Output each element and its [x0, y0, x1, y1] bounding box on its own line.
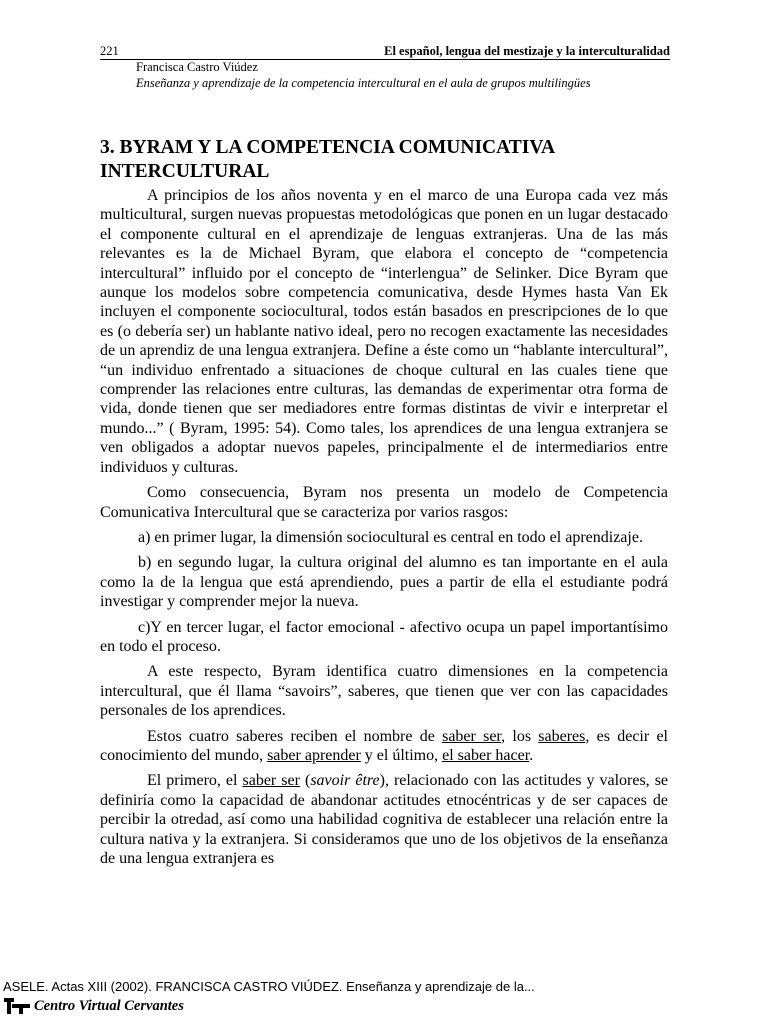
text-run: , los — [501, 727, 539, 745]
text-run: y el último, — [360, 746, 443, 764]
underlined-term: saber ser — [442, 727, 502, 745]
underlined-term: saber aprender — [267, 746, 361, 764]
paragraph: A este respecto, Byram identifica cuatro dimensiones en la competencia intercultural, que él llama “savoirs”, saberes, que tienen que ver con las capacidades personales de los aprendices. — [100, 663, 668, 720]
list-item: b) en segundo lugar, la cultura original del alumno es tan importante en el aula como la de la lengua que está aprendiendo, pues a partir de ella el estudiante podrá investigar y comprender mejor la nueva. — [100, 554, 668, 611]
list-item: a) en primer lugar, la dimensión sociocultural es central en todo el aprendizaje. — [138, 528, 643, 546]
text-run: El primero, el — [147, 772, 243, 790]
page-body — [100, 136, 668, 868]
text-run: ( — [299, 772, 311, 790]
text-run: Estos cuatro saberes reciben el nombre de — [147, 727, 443, 745]
footer-citation: ASELE. Actas XIII (2002). FRANCISCA CASTRO VIÚDEZ. Enseñanza y aprendizaje de la... — [3, 979, 535, 994]
page-number: 221 — [100, 44, 119, 58]
italic-term: savoir être — [310, 772, 380, 790]
text-run: , es decir el conocimiento del mundo, — [100, 727, 668, 764]
underlined-term: el saber hacer — [442, 746, 530, 764]
underlined-term: saberes — [538, 727, 586, 745]
footer-logo[interactable] — [3, 996, 184, 1016]
running-title: El español, lengua del mestizaje y la interculturalidad — [384, 44, 670, 58]
article-title: Enseñanza y aprendizaje de la competencia intercultural en el aula de grupos multilingües — [136, 76, 591, 90]
author-name: Francisca Castro Viúdez — [136, 60, 258, 74]
text-run: . — [529, 746, 534, 764]
section-heading-line2: INTERCULTURAL — [100, 161, 270, 182]
paragraph: A principios de los años noventa y en el marco de una Europa cada vez más multicultural, surgen nuevas propuestas metodológicas que ponen en un lugar destacado el componente cultural en el aprendizaje de lenguas extranjeras. Una de las más relevantes es la de Michael Byram, que elabora el concepto de “competencia intercultural” influido por el concepto de “interlengua” de Selinker. Dice Byram que aunque los modelos sobre competencia comunicativa, desde Hymes hasta Van Ek incluyen el componente sociocultural, todos están basados en prescripciones de lo que es (o debería ser) un hablante nativo ideal, pero no recogen exactamente las necesidades de un aprendiz de una lengua extranjera. Define a éste como un “hablante intercultural”, “un individuo enfrentado a situaciones de choque cultural en las cuales tiene que comprender las relaciones entre culturas, las demandas de experimentar otra forma de vida, donde tienen que ser mediadores entre formas distintas de vivir e interpretar el mundo...” ( Byram, 1995: 54). Como tales, los aprendices de una lengua extranjera se ven obligados a adoptar nuevos papeles, principalmente el de intermediarios entre individuos y culturas. — [100, 187, 668, 476]
list-item: c)Y en tercer lugar, el factor emocional - afectivo ocupa un papel importantísimo en todo el proceso. — [100, 618, 668, 655]
cervantes-logo-icon — [3, 997, 31, 1015]
paragraph — [100, 771, 668, 868]
section-heading — [100, 136, 668, 184]
logo-text: Centro Virtual Cervantes — [34, 997, 184, 1014]
paragraph: Como consecuencia, Byram nos presenta un modelo de Competencia Comunicativa Intercultural que se caracteriza por varios rasgos: — [100, 484, 668, 521]
section-heading-line1: 3. BYRAM Y LA COMPETENCIA COMUNICATIVA — [100, 137, 556, 158]
paragraph — [100, 727, 668, 766]
text-run: ), relacionado con las actitudes y valores, se definiría como la capacidad de abandonar actitudes etnocéntricas y de ser capaces de percibir la otredad, así como una habilidad cognitiva de establecer una relación entre la cultura nativa y la extranjera. Si consideramos que uno de los objetivos de la enseñanza de una lengua extranjera es — [100, 772, 669, 867]
underlined-term: saber ser — [242, 772, 300, 790]
